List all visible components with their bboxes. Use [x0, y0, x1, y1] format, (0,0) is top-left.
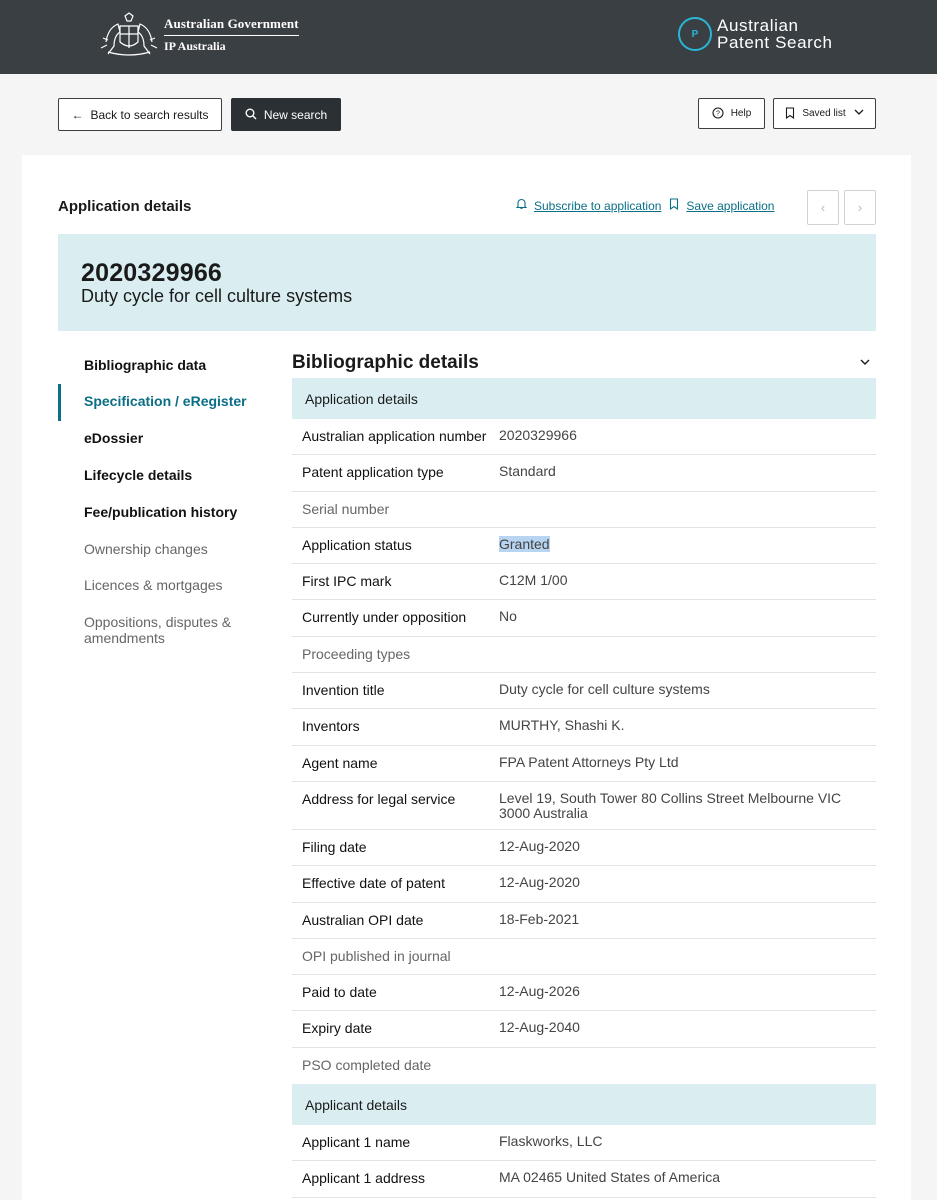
table-row [292, 492, 876, 528]
row-value: 12-Aug-2026 [499, 983, 580, 1000]
sidebar-item-ownership-changes[interactable]: Ownership changes [84, 541, 208, 557]
row-label: Applicant 1 name [302, 1134, 411, 1151]
subscribe-label: Subscribe to application [534, 198, 662, 213]
government-text [164, 16, 299, 54]
top-bar [0, 0, 937, 74]
coat-of-arms-icon [98, 12, 160, 58]
app-name-line2: Patent Search [717, 33, 833, 52]
row-label: Effective date of patent [302, 875, 445, 892]
save-application-link[interactable] [669, 198, 774, 213]
subscribe-to-application-link[interactable] [516, 198, 661, 213]
sidebar-item-fee-publication-history[interactable]: Fee/publication history [84, 504, 238, 520]
app-logo[interactable] [678, 17, 833, 51]
table-row [292, 709, 876, 745]
row-value: Duty cycle for cell culture systems [499, 681, 710, 698]
bibliographic-details-header[interactable] [292, 348, 876, 378]
application-title-heading: Duty cycle for cell culture systems [81, 286, 353, 306]
sidebar-item-licences-mortgages[interactable]: Licences & mortgages [84, 577, 223, 593]
row-value: 12-Aug-2020 [499, 837, 580, 854]
agency-name: IP Australia [164, 39, 226, 53]
row-value [499, 537, 876, 552]
row-value: 2020329966 [499, 427, 577, 443]
row-value: Standard [499, 463, 556, 480]
application-details-group-header: Application details [292, 378, 876, 419]
back-to-search-results-button[interactable] [58, 98, 222, 131]
row-label: Filing date [302, 838, 367, 855]
table-row [292, 903, 876, 939]
search-icon [245, 108, 257, 122]
row-label: Agent name [302, 754, 378, 771]
sidebar-item-edossier[interactable]: eDossier [84, 430, 144, 446]
application-summary-banner [58, 234, 876, 331]
row-value: Flaskworks, LLC [499, 1133, 603, 1150]
row-label: Australian application number [302, 428, 487, 444]
table-row [292, 564, 876, 600]
table-row [292, 939, 876, 975]
saved-list-dropdown[interactable] [773, 98, 876, 129]
row-label: Australian OPI date [302, 911, 424, 928]
row-label: First IPC mark [302, 573, 392, 590]
bookmark-icon [785, 107, 795, 121]
table-row [292, 746, 876, 782]
bibliographic-details-heading: Bibliographic details [292, 352, 479, 373]
help-button[interactable] [698, 98, 765, 129]
chevron-right-icon: › [857, 200, 863, 215]
table-row [292, 782, 876, 830]
table-row [292, 975, 876, 1011]
government-logo[interactable] [98, 12, 299, 58]
table-row [292, 419, 876, 455]
table-row [292, 1161, 876, 1197]
status-value-highlighted: Granted [499, 535, 550, 552]
new-search-label: New search [263, 107, 328, 122]
row-label: Inventors [302, 718, 360, 735]
table-row [292, 866, 876, 902]
row-label: Currently under opposition [302, 609, 467, 626]
row-label: Address for legal service [302, 790, 456, 807]
row-label: Paid to date [302, 984, 377, 1001]
application-number-heading: 2020329966 [81, 259, 223, 287]
sidebar-item-lifecycle-details[interactable]: Lifecycle details [84, 467, 193, 483]
help-label: Help [730, 108, 752, 119]
table-row [292, 600, 876, 636]
row-value: No [499, 608, 517, 625]
chevron-left-icon: ‹ [820, 200, 826, 215]
arrow-left-icon: ← [71, 107, 84, 122]
chevron-down-icon [854, 108, 864, 119]
table-row [292, 673, 876, 709]
row-value: MA 02465 United States of America [499, 1169, 721, 1186]
patent-logo-icon: P [678, 17, 712, 51]
next-application-button[interactable] [844, 190, 876, 225]
row-label: Patent application type [302, 464, 444, 481]
table-row [292, 830, 876, 866]
table-row [292, 1011, 876, 1047]
table-row [292, 1125, 876, 1161]
svg-text:?: ? [715, 110, 720, 118]
row-value: MURTHY, Shashi K. [499, 717, 625, 734]
row-label: OPI published in journal [302, 947, 451, 964]
row-value: 12-Aug-2020 [499, 874, 580, 891]
row-value: C12M 1/00 [499, 572, 568, 589]
row-value: FPA Patent Attorneys Pty Ltd [499, 753, 679, 770]
app-name-line1: Australian [717, 16, 799, 35]
save-application-label: Save application [686, 198, 775, 213]
table-row [292, 528, 876, 564]
bell-icon [516, 198, 527, 213]
section-title: Application details [58, 198, 192, 215]
row-value: 18-Feb-2021 [499, 910, 580, 927]
row-value: Level 19, South Tower 80 Collins Street Melbourne VIC 3000 Australia [499, 789, 842, 821]
row-label: Serial number [302, 500, 390, 517]
table-row [292, 637, 876, 673]
row-label: Applicant 1 address [302, 1170, 425, 1187]
chevron-down-icon [860, 357, 870, 369]
table-row [292, 455, 876, 491]
back-button-label: Back to search results [90, 107, 209, 122]
table-row [292, 1048, 876, 1084]
saved-list-label: Saved list [802, 108, 846, 119]
new-search-button[interactable] [231, 98, 341, 131]
bibliographic-details-panel [292, 348, 876, 1198]
app-name [717, 17, 833, 51]
previous-application-button[interactable] [807, 190, 839, 225]
application-actions [516, 198, 774, 213]
gov-name: Australian Government [164, 16, 299, 36]
row-label: Invention title [302, 682, 385, 699]
row-label: Proceeding types [302, 645, 411, 662]
sidebar-item-specification-eregister[interactable]: Specification / eRegister [58, 393, 247, 409]
row-value: 12-Aug-2040 [499, 1019, 580, 1036]
row-label: PSO completed date [302, 1056, 432, 1073]
sidebar-item-oppositions-disputes-amendments[interactable]: Oppositions, disputes & amendments [84, 614, 232, 646]
sidebar-item-bibliographic-data[interactable]: Bibliographic data [84, 357, 207, 373]
applicant-details-group-header: Applicant details [292, 1084, 876, 1125]
bookmark-icon [669, 198, 679, 213]
help-circle-icon [712, 107, 724, 121]
row-label: Expiry date [302, 1020, 373, 1037]
row-label: Application status [302, 536, 412, 553]
